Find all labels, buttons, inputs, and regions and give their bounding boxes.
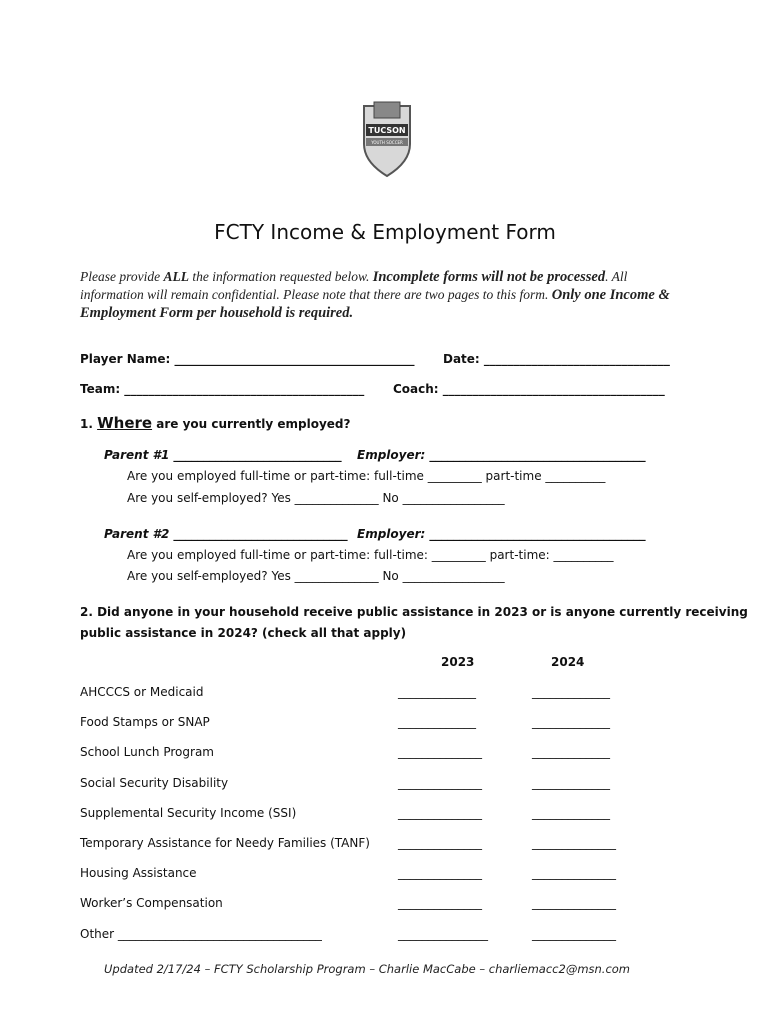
tucson-youth-soccer-logo: [362, 100, 412, 178]
assistance-2024-blank[interactable]: _____________: [532, 806, 610, 820]
footer-note: Updated 2/17/24 – FCTY Scholarship Program – Charlie MacCabe – charliemacc2@msn.com: [104, 962, 631, 976]
assistance-row-label: Food Stamps or SNAP: [80, 715, 210, 729]
assistance-2023-blank[interactable]: ______________: [398, 836, 482, 850]
parent1-employment-type[interactable]: Are you employed full-time or part-time: full-time _________ part-time __________: [127, 469, 606, 483]
parent1-name-field[interactable]: Parent #1 ____________________________: [104, 448, 342, 462]
assistance-2024-blank[interactable]: ______________: [532, 896, 616, 910]
coach-field[interactable]: Coach: _____________________________________: [393, 382, 665, 396]
assistance-row-label: Housing Assistance: [80, 866, 197, 880]
player-name-field[interactable]: Player Name: ________________________________________: [80, 352, 415, 366]
assistance-2024-blank[interactable]: ______________: [532, 866, 616, 880]
intro-incomplete: Incomplete forms will not be processed: [372, 269, 606, 285]
intro-text-2: the information requested below.: [188, 269, 373, 284]
assistance-2024-blank[interactable]: _____________: [532, 776, 610, 790]
intro-paragraph: [80, 268, 690, 322]
assistance-2024-blank[interactable]: _____________: [532, 715, 610, 729]
parent2-self-employed[interactable]: Are you self-employed? Yes ______________ No _________________: [127, 569, 505, 583]
intro-one-form: Only one Income & Employment Form per household is required.: [80, 287, 670, 321]
assistance-2023-blank[interactable]: _____________: [398, 715, 476, 729]
question-2-line2: public assistance in 2024? (check all that apply): [80, 626, 407, 640]
logo-top-text: TUCSON: [368, 126, 406, 135]
intro-all: ALL: [163, 269, 189, 284]
logo-band-text: YOUTH SOCCER: [371, 140, 403, 145]
assistance-row-label: Social Security Disability: [80, 776, 229, 790]
assistance-2023-blank[interactable]: ______________: [398, 745, 482, 759]
parent1-self-employed[interactable]: Are you self-employed? Yes ______________ No _________________: [127, 491, 505, 505]
q1-number: 1.: [80, 417, 98, 431]
assistance-row-label: AHCCCS or Medicaid: [80, 685, 204, 699]
team-field[interactable]: Team: ________________________________________: [80, 382, 365, 396]
assistance-row-label: School Lunch Program: [80, 745, 214, 759]
parent2-employment-type[interactable]: Are you employed full-time or part-time: full-time: _________ part-time: __________: [127, 548, 614, 562]
assistance-2023-blank[interactable]: ______________: [398, 896, 482, 910]
date-field[interactable]: Date: _______________________________: [443, 352, 670, 366]
question-2-line1: 2. Did anyone in your household receive public assistance in 2023 or is anyone currently receiving: [80, 605, 748, 619]
assistance-2023-blank[interactable]: ______________: [398, 806, 482, 820]
assistance-2023-blank[interactable]: ______________: [398, 776, 482, 790]
page-title: FCTY Income & Employment Form: [214, 220, 556, 244]
assistance-2023-blank[interactable]: ______________: [398, 866, 482, 880]
assistance-row-label: Supplemental Security Income (SSI): [80, 806, 297, 820]
col-header-2023: 2023: [441, 655, 475, 669]
q1-rest: are you currently employed?: [152, 417, 351, 431]
assistance-row-label: Worker’s Compensation: [80, 896, 223, 910]
assistance-row-label: Other __________________________________: [80, 927, 322, 941]
intro-text-3: . All information will remain confidential. Please note that there are two pages to this form.: [80, 269, 628, 302]
assistance-2023-blank[interactable]: _____________: [398, 685, 476, 699]
assistance-2023-blank[interactable]: _______________: [398, 927, 488, 941]
question-1: [80, 414, 350, 432]
q1-where: Where: [97, 414, 153, 432]
parent2-employer-field[interactable]: Employer: ____________________________________: [357, 527, 646, 541]
parent1-employer-field[interactable]: Employer: ____________________________________: [357, 448, 646, 462]
col-header-2024: 2024: [551, 655, 585, 669]
intro-text-1: Please provide: [80, 269, 164, 284]
assistance-row-label: Temporary Assistance for Needy Families (TANF): [80, 836, 370, 850]
assistance-2024-blank[interactable]: _____________: [532, 745, 610, 759]
assistance-2024-blank[interactable]: ______________: [532, 836, 616, 850]
parent2-name-field[interactable]: Parent #2 _____________________________: [104, 527, 348, 541]
assistance-2024-blank[interactable]: _____________: [532, 685, 610, 699]
assistance-2024-blank[interactable]: ______________: [532, 927, 616, 941]
